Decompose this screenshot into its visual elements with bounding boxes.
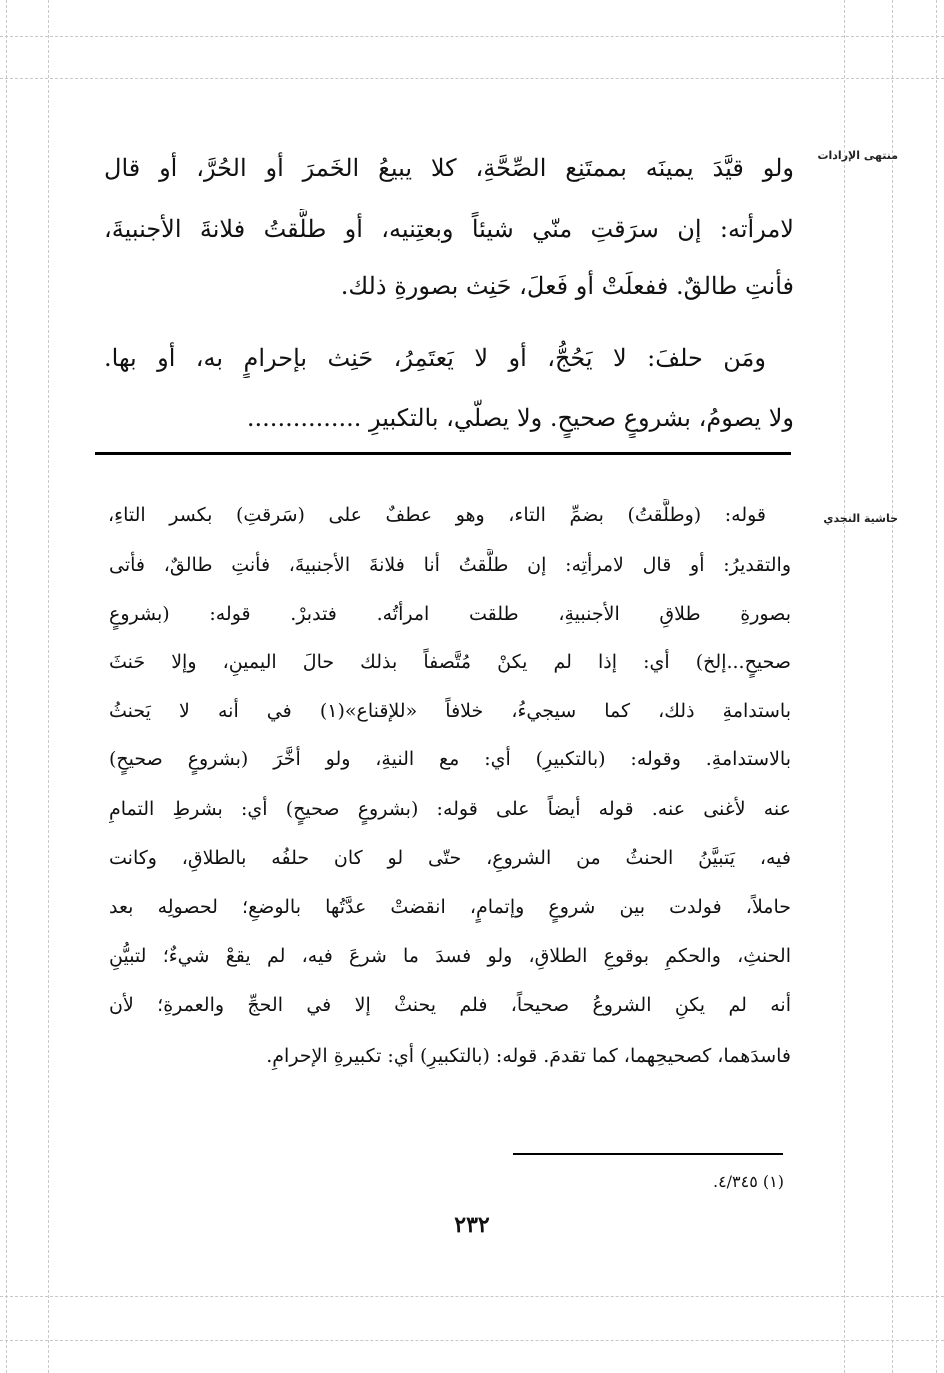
- sharh-line: باستدامةِ ذلك، كما سيجيءُ، خلافاً «للإقناع»(١) في أنه لا يَحنثُ: [109, 700, 791, 722]
- matn-line: ولا يصومُ، بشروعٍ صحيحٍ. ولا يصلّي، بالتكبيرِ ...............: [246, 404, 794, 432]
- side-label-sharh: حاشية النجدي: [823, 512, 898, 525]
- sharh-line: الحنثِ، والحكمِ بوقوعِ الطلاقِ، ولو فسدَ ما شرعَ فيه، لم يقعْ شيءٌ؛ لتبيُّنِ: [109, 945, 791, 967]
- sharh-line: عنه لأغنى عنه. قوله أيضاً على قوله: (بشروعٍ صحيحٍ) أي: بشرطِ التمامِ: [109, 798, 791, 820]
- matn-line: لامرأته: إن سرَقتِ منّي شيئاً وبعتِنيه، أو طلَّقتُ فلانةَ الأجنبيةَ،: [104, 215, 794, 243]
- guide-line: [0, 1296, 944, 1297]
- sharh-line: حاملاً، فولدت بين شروعٍ وإتمامٍ، انقضتْ عدَّتُها بالوضعِ؛ لحصولِه بعد: [109, 896, 791, 918]
- footnote-divider: [513, 1153, 783, 1155]
- sharh-line: فاسدَهما، كصحيحِهما، كما تقدمَ. قوله: (بالتكبيرِ) أي: تكبيرةِ الإحرامِ.: [266, 1045, 791, 1067]
- matn-line: فأنتِ طالقٌ. ففعلَتْ أو فَعلَ، حَنِث بصورةِ ذلك.: [340, 272, 794, 300]
- guide-line: [6, 0, 7, 1373]
- side-label-matn: منتهى الإرادات: [817, 149, 898, 162]
- sharh-line: والتقديرُ: أو قال لامرأتِه: إن طلَّقتُ أنا فلانةَ الأجنبيةَ، فأنتِ طالقٌ، فأتى: [109, 554, 791, 576]
- guide-line: [48, 0, 49, 1373]
- matn-line: ولو قيَّدَ يمينَه بممتَنِع الصِّحَّةِ، كلا يبيعُ الخَمرَ أو الحُرَّ، أو قال: [104, 154, 794, 182]
- sharh-line: بالاستدامةِ. وقوله: (بالتكبيرِ) أي: مع النيةِ، ولو أخَّرَ (بشروعٍ صحيحٍ): [109, 748, 791, 770]
- guide-line: [0, 1340, 944, 1341]
- guide-line: [936, 0, 937, 1373]
- page-number: ٢٣٢: [454, 1212, 490, 1238]
- footnote: (١) ٤/٣٤٥.: [712, 1172, 784, 1191]
- sharh-line: صحيحٍ...إلخ) أي: إذا لم يكنْ مُتَّصفاً بذلك حالَ اليمينِ، وإلا حَنثَ: [109, 651, 791, 673]
- matn-line: ومَن حلفَ: لا يَحُجُّ، أو لا يَعتَمِرُ، حَنِث بإحرامٍ به، أو بها.: [104, 344, 766, 372]
- guide-line: [0, 78, 944, 79]
- sharh-line: بصورةِ طلاقِ الأجنبيةِ، طلقت امرأتُه. فتدبرْ. قوله: (بشروعٍ: [109, 603, 791, 625]
- sharh-line: أنه لم يكنِ الشروعُ صحيحاً، فلم يحنثْ إلا في الحجِّ والعمرةِ؛ لأن: [109, 994, 791, 1016]
- guide-line: [892, 0, 893, 1373]
- guide-line: [844, 0, 845, 1373]
- guide-line: [0, 36, 944, 37]
- sharh-line: فيه، يَتبيَّنُ الحنثُ من الشروعِ، حتّى لو كان حلفُه بالطلاقِ، وكانت: [109, 847, 791, 869]
- section-divider: [95, 452, 791, 455]
- sharh-line: قوله: (وطلَّقتُ) بضمِّ التاء، وهو عطفٌ على (سَرقتِ) بكسر التاءِ،: [108, 504, 766, 526]
